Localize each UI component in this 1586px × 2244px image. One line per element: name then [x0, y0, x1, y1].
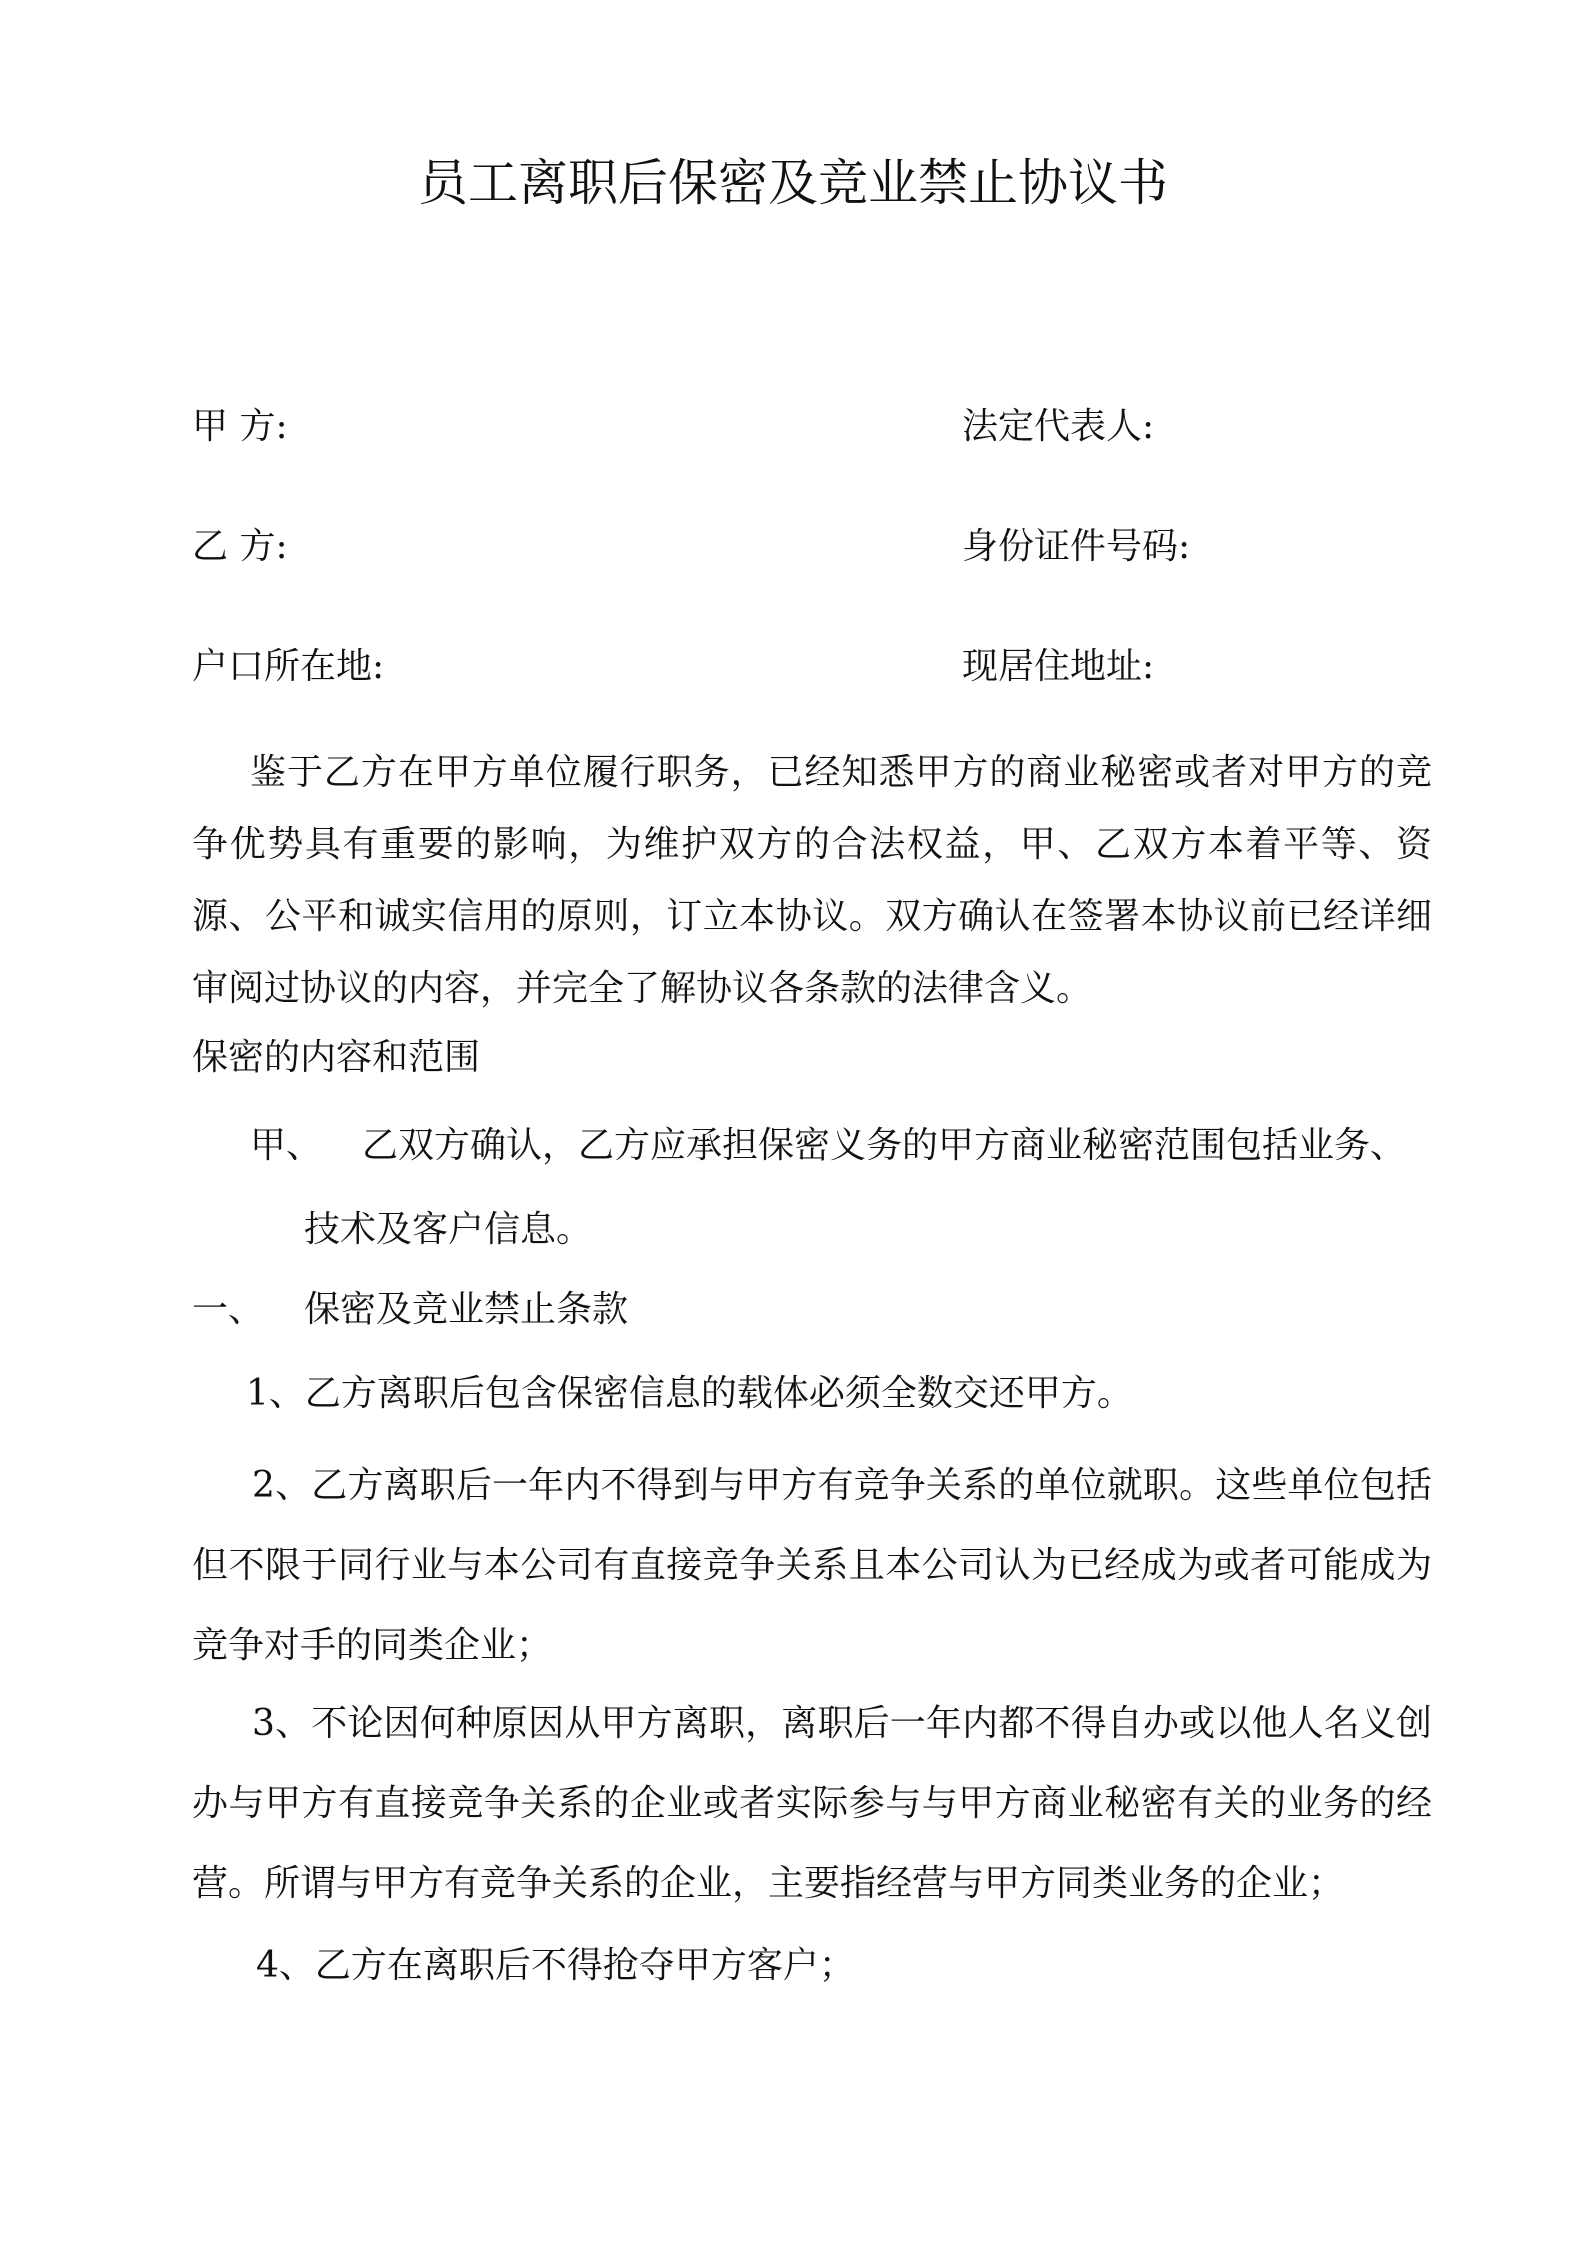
party-b-label: 乙 方:: [192, 526, 288, 567]
section-two-marker: 一、: [192, 1289, 265, 1330]
section-two-title: 保密及竞业禁止条款: [304, 1289, 629, 1330]
clause-4: 4、乙方在离职后不得抢夺甲方客户；: [256, 1945, 855, 1986]
household-registration-label: 户口所在地:: [192, 646, 385, 687]
id-number-label: 身份证件号码:: [962, 526, 1191, 567]
current-address-label: 现居住地址:: [962, 646, 1155, 687]
clause-1: 1、乙方离职后包含保密信息的载体必须全数交还甲方。: [246, 1373, 1133, 1414]
clause-2: 2、乙方离职后一年内不得到与甲方有竞争关系的单位就职。这些单位包括但不限于同行业与本公司有直接竞争关系且本公司认为已经成为或者可能成为竞争对手的同类企业；: [192, 1465, 1432, 1666]
intro-paragraph: 鉴于乙方在甲方单位履行职务，已经知悉甲方的商业秘密或者对甲方的竞争优势具有重要的影响，为维护双方的合法权益，甲、乙双方本着平等、资源、公平和诚实信用的原则，订立本协议。双方确认在签署本协议前已经详细审阅过协议的内容，并完全了解协议各条款的法律含义。: [192, 752, 1432, 1009]
party-a-label: 甲 方:: [192, 406, 288, 447]
item-jia-marker: 甲、: [250, 1125, 323, 1166]
item-jia-text: 乙双方确认，乙方应承担保密义务的甲方商业秘密范围包括业务、: [362, 1125, 1407, 1166]
legal-representative-label: 法定代表人:: [962, 406, 1155, 447]
document-title: 员工离职后保密及竞业禁止协议书: [418, 154, 1168, 212]
clause-3: 3、不论因何种原因从甲方离职，离职后一年内都不得自办或以他人名义创办与甲方有直接竞争关系的企业或者实际参与与甲方商业秘密有关的业务的经营。所谓与甲方有竞争关系的企业，主要指经营与甲方同类业务的企业；: [192, 1703, 1432, 1904]
section-heading-confidentiality-scope: 保密的内容和范围: [192, 1037, 481, 1078]
item-jia-continuation: 技术及客户信息。: [304, 1209, 593, 1250]
